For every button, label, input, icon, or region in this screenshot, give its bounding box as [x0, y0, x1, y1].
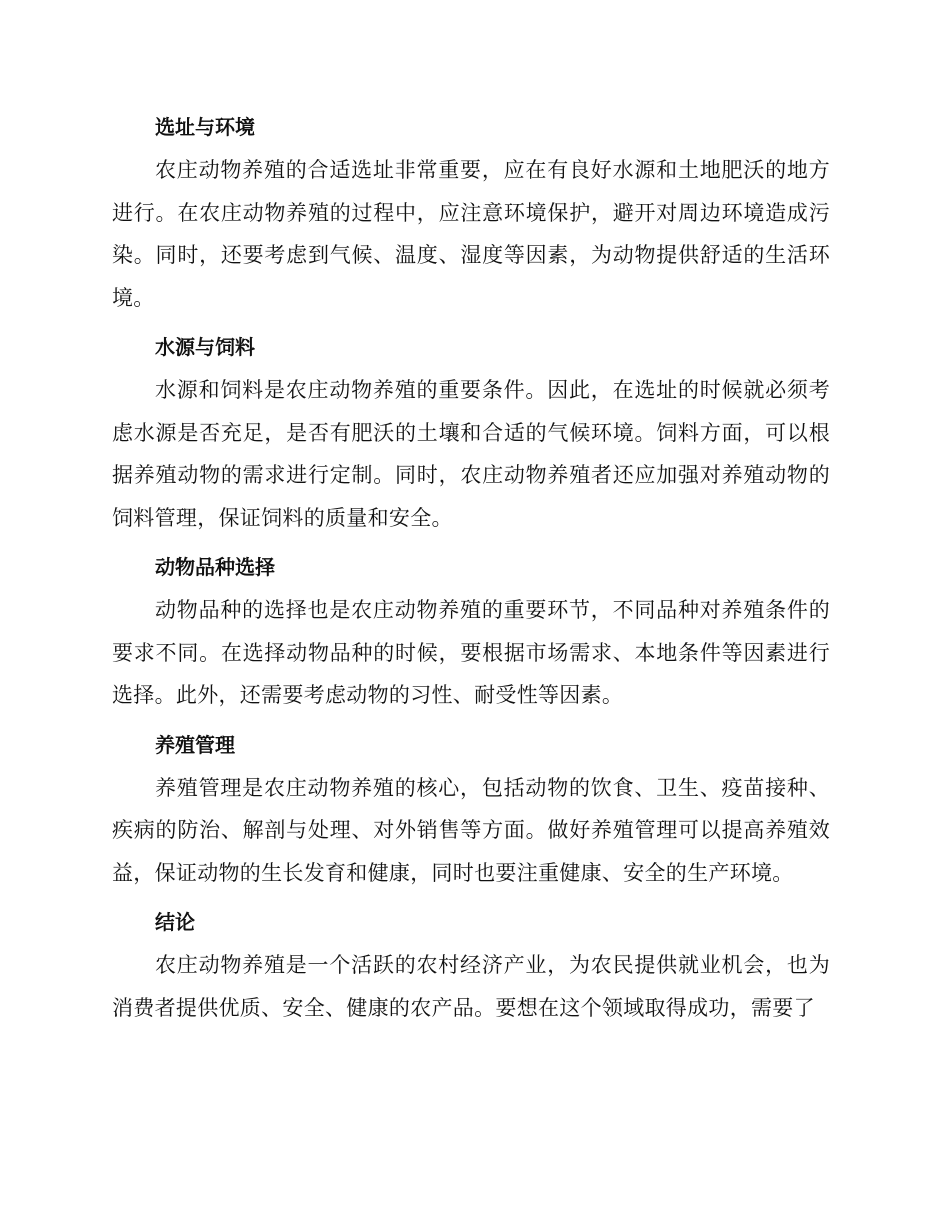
section-paragraph: 农庄动物养殖是一个活跃的农村经济产业，为农民提供就业机会，也为消费者提供优质、安全、健康的农产品。要想在这个领域取得成功，需要了 [112, 953, 830, 1020]
section-heading: 结论 [155, 910, 195, 934]
section-water-feed [112, 325, 830, 539]
section-heading: 水源与饲料 [155, 335, 255, 359]
section-breeding-management [112, 723, 830, 895]
section-heading: 养殖管理 [155, 732, 235, 757]
section-breed-selection [112, 545, 830, 717]
document-page [112, 105, 830, 1035]
section-paragraph: 农庄动物养殖的合适选址非常重要，应在有良好水源和土地肥沃的地方进行。在农庄动物养殖的过程中，应注意环境保护，避开对周边环境造成污染。同时，还要考虑到气候、温度、湿度等因素，为动物提供舒适的生活环境。 [112, 158, 830, 310]
section-heading: 动物品种选择 [155, 555, 275, 579]
section-paragraph: 动物品种的选择也是农庄动物养殖的重要环节，不同品种对养殖条件的要求不同。在选择动物品种的时候，要根据市场需求、本地条件等因素进行选择。此外，还需要考虑动物的习性、耐受性等因素。 [112, 598, 830, 707]
section-heading: 选址与环境 [155, 115, 255, 139]
section-conclusion [112, 900, 830, 1029]
section-paragraph: 水源和饲料是农庄动物养殖的重要条件。因此，在选址的时候就必须考虑水源是否充足，是否有肥沃的土壤和合适的气候环境。饲料方面，可以根据养殖动物的需求进行定制。同时，农庄动物养殖者还应加强对养殖动物的饲料管理，保证饲料的质量和安全。 [112, 378, 830, 530]
section-site-environment [112, 105, 830, 319]
section-paragraph: 养殖管理是农庄动物养殖的核心，包括动物的饮食、卫生、疫苗接种、疾病的防治、解剖与处理、对外销售等方面。做好养殖管理可以提高养殖效益，保证动物的生长发育和健康，同时也要注重健康、安全的生产环境。 [112, 775, 830, 885]
